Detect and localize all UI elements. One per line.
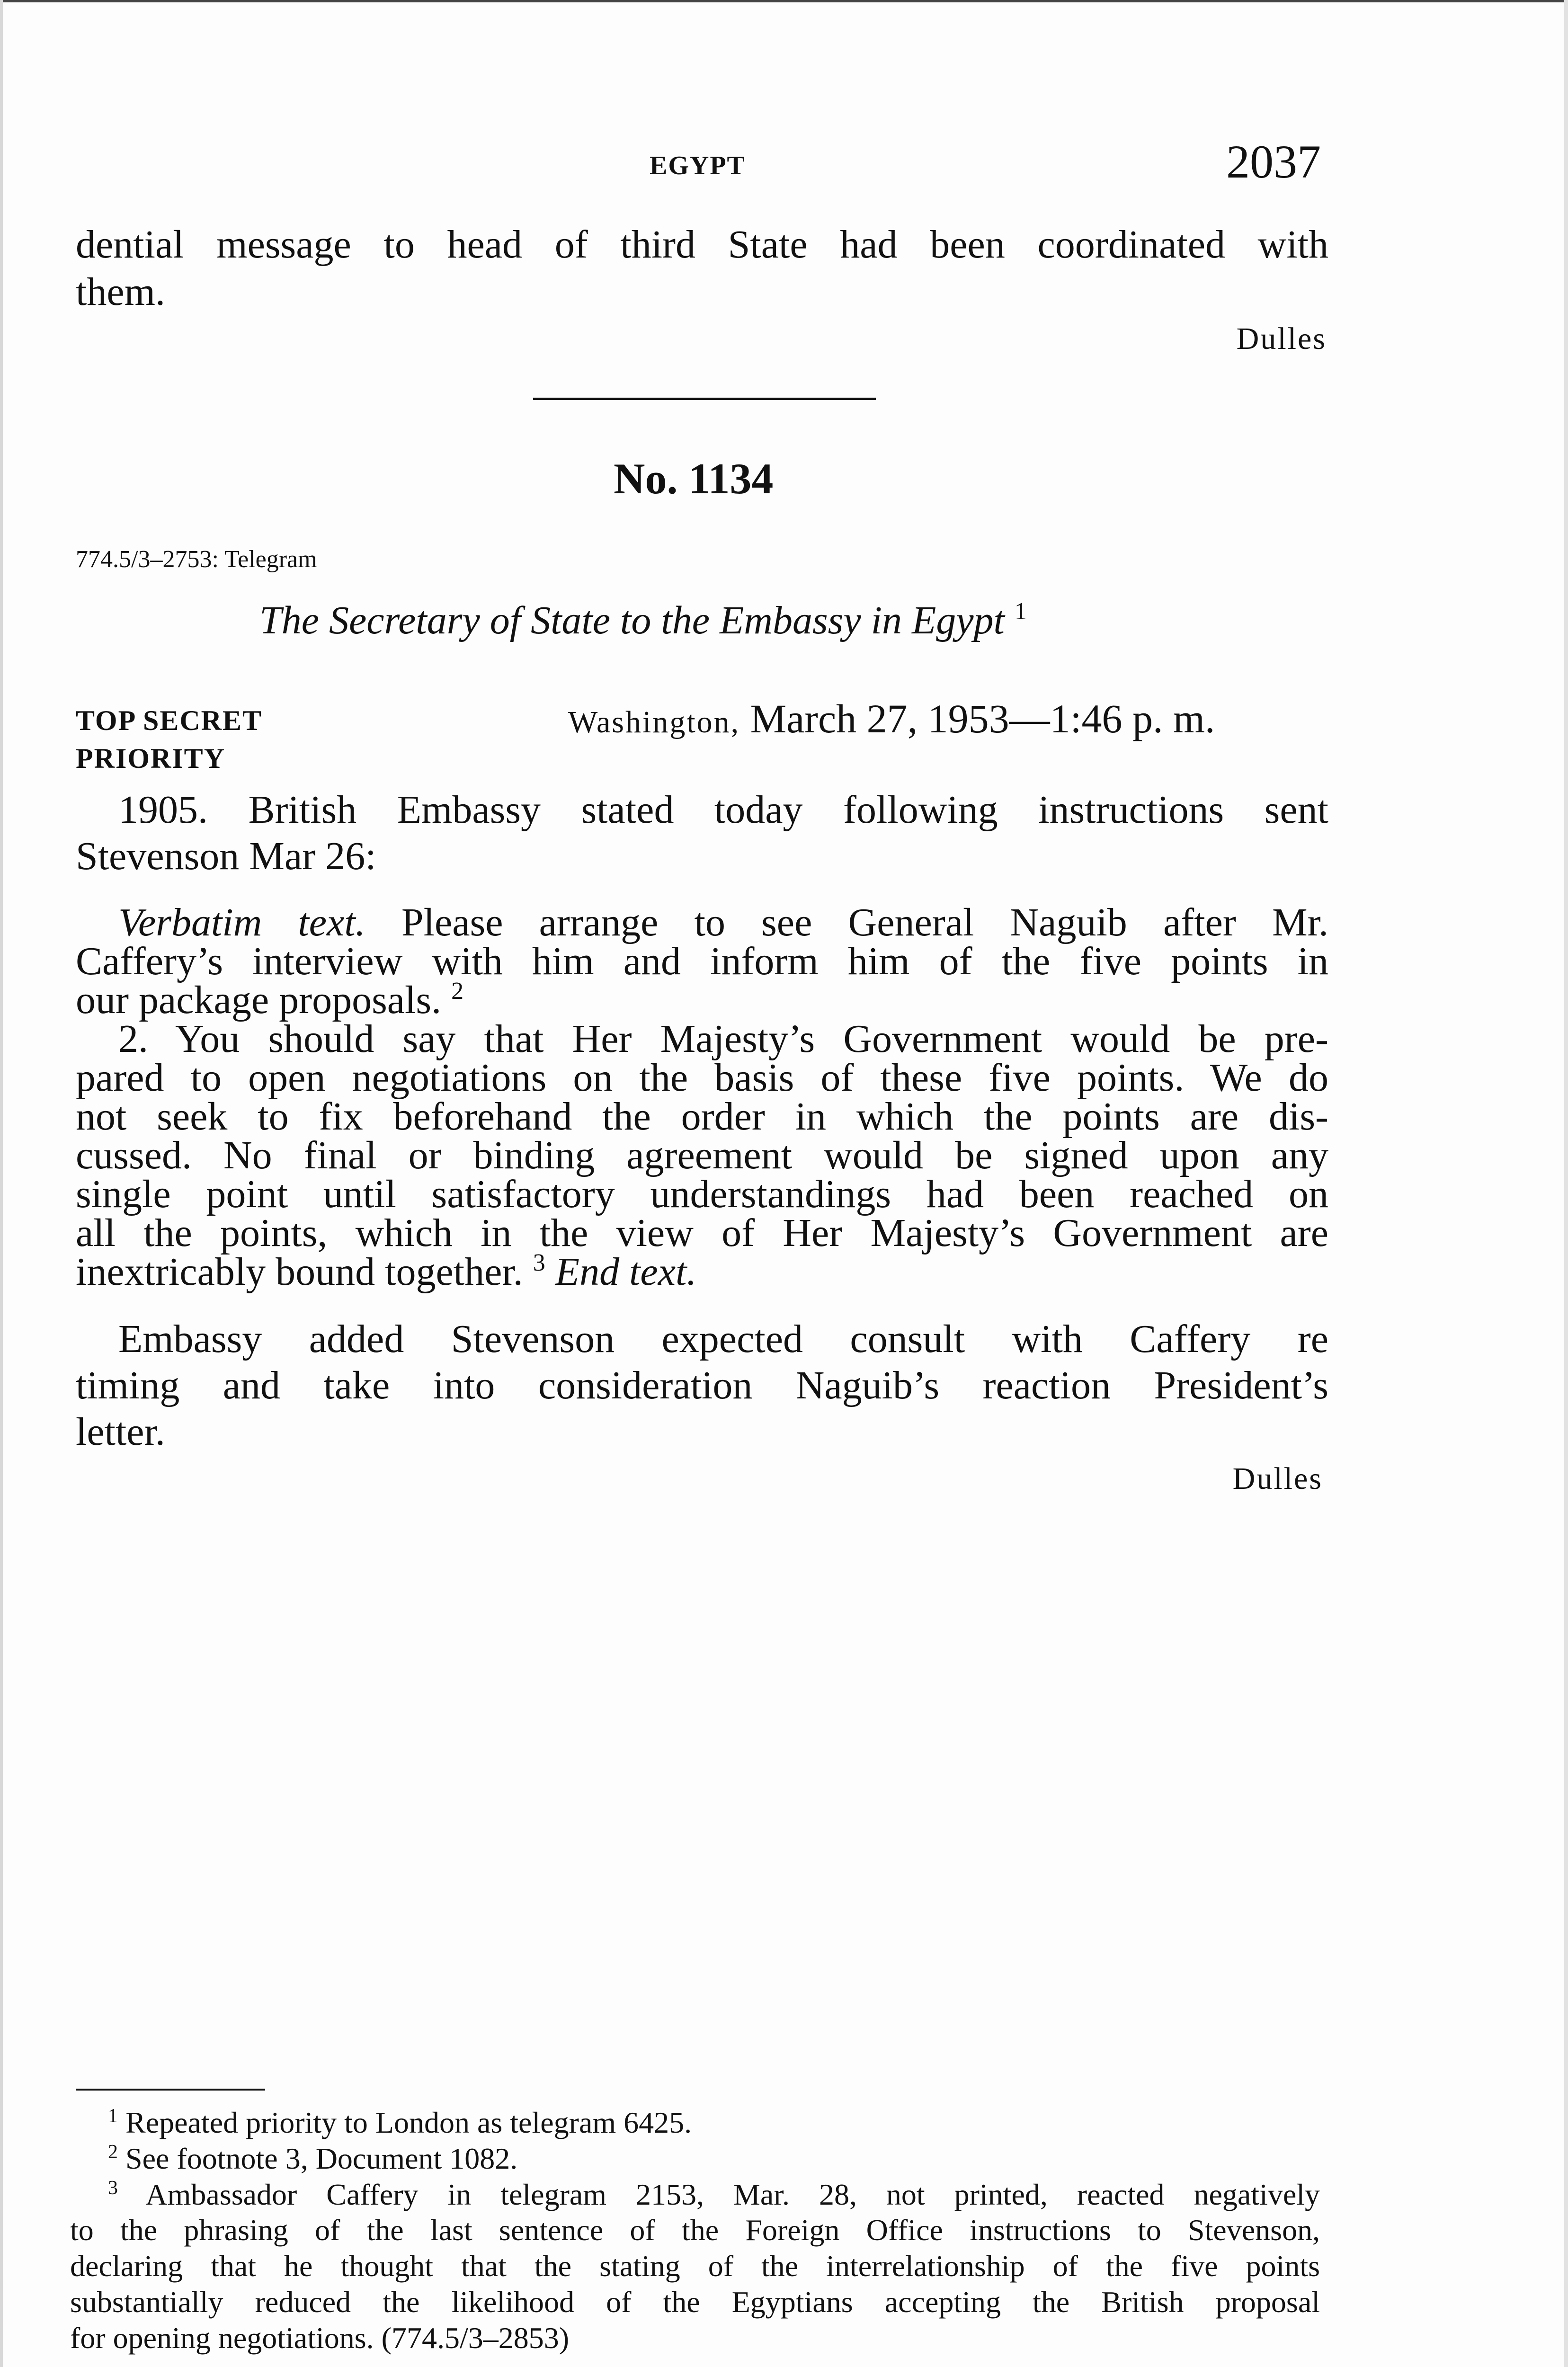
dateline-place: Washington, <box>568 705 740 739</box>
body-line: 1905. British Embassy stated today following instructions sent <box>118 788 1328 832</box>
file-reference: 774.5/3–2753: Telegram <box>76 546 317 573</box>
footnote-mark: 3 <box>108 2177 118 2199</box>
precedence: PRIORITY <box>76 743 226 774</box>
footnote-text: See footnote 3, Document 1082. <box>125 2142 518 2175</box>
quote-line: cussed. No final or binding agreement would be signed upon any <box>76 1133 1328 1177</box>
quote-line: all the points, which in the view of Her Majesty’s Government are <box>76 1211 1328 1255</box>
classification: TOP SECRET <box>76 705 263 736</box>
page-number: 2037 <box>1226 135 1321 188</box>
document-number: No. 1134 <box>614 454 774 503</box>
footnote-rule <box>76 2089 265 2091</box>
quote-line: single point until satisfactory understandings had been reached on <box>76 1172 1328 1216</box>
footnote-ref: 1 <box>1014 598 1027 625</box>
body-line: timing and take into consideration Naguib’s reaction President’s <box>76 1363 1328 1407</box>
footnote-3 <box>108 2177 1320 2212</box>
dateline-date: March 27, 1953—1:46 p. m. <box>750 696 1215 741</box>
quote-line <box>76 1249 696 1295</box>
running-head: EGYPT <box>650 151 746 180</box>
quote-text: Please arrange to see General Naguib after Mr. <box>401 900 1328 944</box>
footnote-line: substantially reduced the likelihood of the Egyptians accepting the British proposal <box>70 2285 1320 2319</box>
continuation-line: dential message to head of third State had been coordinated with <box>76 222 1328 267</box>
signature: Dulles <box>1236 321 1327 356</box>
quote-line: 2. You should say that Her Majesty’s Government would be pre- <box>118 1017 1328 1061</box>
footnote-line: for opening negotiations. (774.5/3–2853) <box>70 2321 570 2355</box>
footnote-line: to the phrasing of the last sentence of the Foreign Office instructions to Stevenson, <box>70 2213 1320 2247</box>
document-title-text: The Secretary of State to the Embassy in Egypt <box>259 598 1005 642</box>
body-line: letter. <box>76 1410 165 1454</box>
document-title <box>259 597 1027 643</box>
body-line: Stevenson Mar 26: <box>76 834 376 878</box>
footnote-2 <box>108 2141 517 2176</box>
continuation-line: them. <box>76 270 165 314</box>
section-divider <box>533 398 876 400</box>
footnote-mark: 1 <box>108 2105 118 2127</box>
end-text-label: End text. <box>555 1250 697 1294</box>
quote-line: Caffery’s interview with him and inform him of the five points in <box>76 939 1328 983</box>
quote-text: inextricably bound together. <box>76 1250 523 1294</box>
footnote-ref: 2 <box>451 978 464 1005</box>
footnote-text: Repeated priority to London as telegram 6425. <box>125 2106 692 2139</box>
verbatim-label: Verbatim text. <box>118 900 365 944</box>
quote-text: our package proposals. <box>76 978 442 1022</box>
footnote-1 <box>108 2105 692 2140</box>
footnote-line: declaring that he thought that the stating of the interrelationship of the five points <box>70 2249 1320 2283</box>
quote-line: not seek to fix beforehand the order in which the points are dis- <box>76 1095 1328 1139</box>
footnote-text: Ambassador Caffery in telegram 2153, Mar. 28, not printed, reacted negatively <box>145 2178 1320 2211</box>
footnote-mark: 2 <box>108 2141 118 2163</box>
dateline <box>568 695 1215 742</box>
signature: Dulles <box>1232 1461 1323 1496</box>
body-line: Embassy added Stevenson expected consult with Caffery re <box>118 1317 1328 1361</box>
footnote-ref: 3 <box>533 1249 545 1276</box>
quote-line: pared to open negotiations on the basis of these five points. We do <box>76 1056 1328 1100</box>
